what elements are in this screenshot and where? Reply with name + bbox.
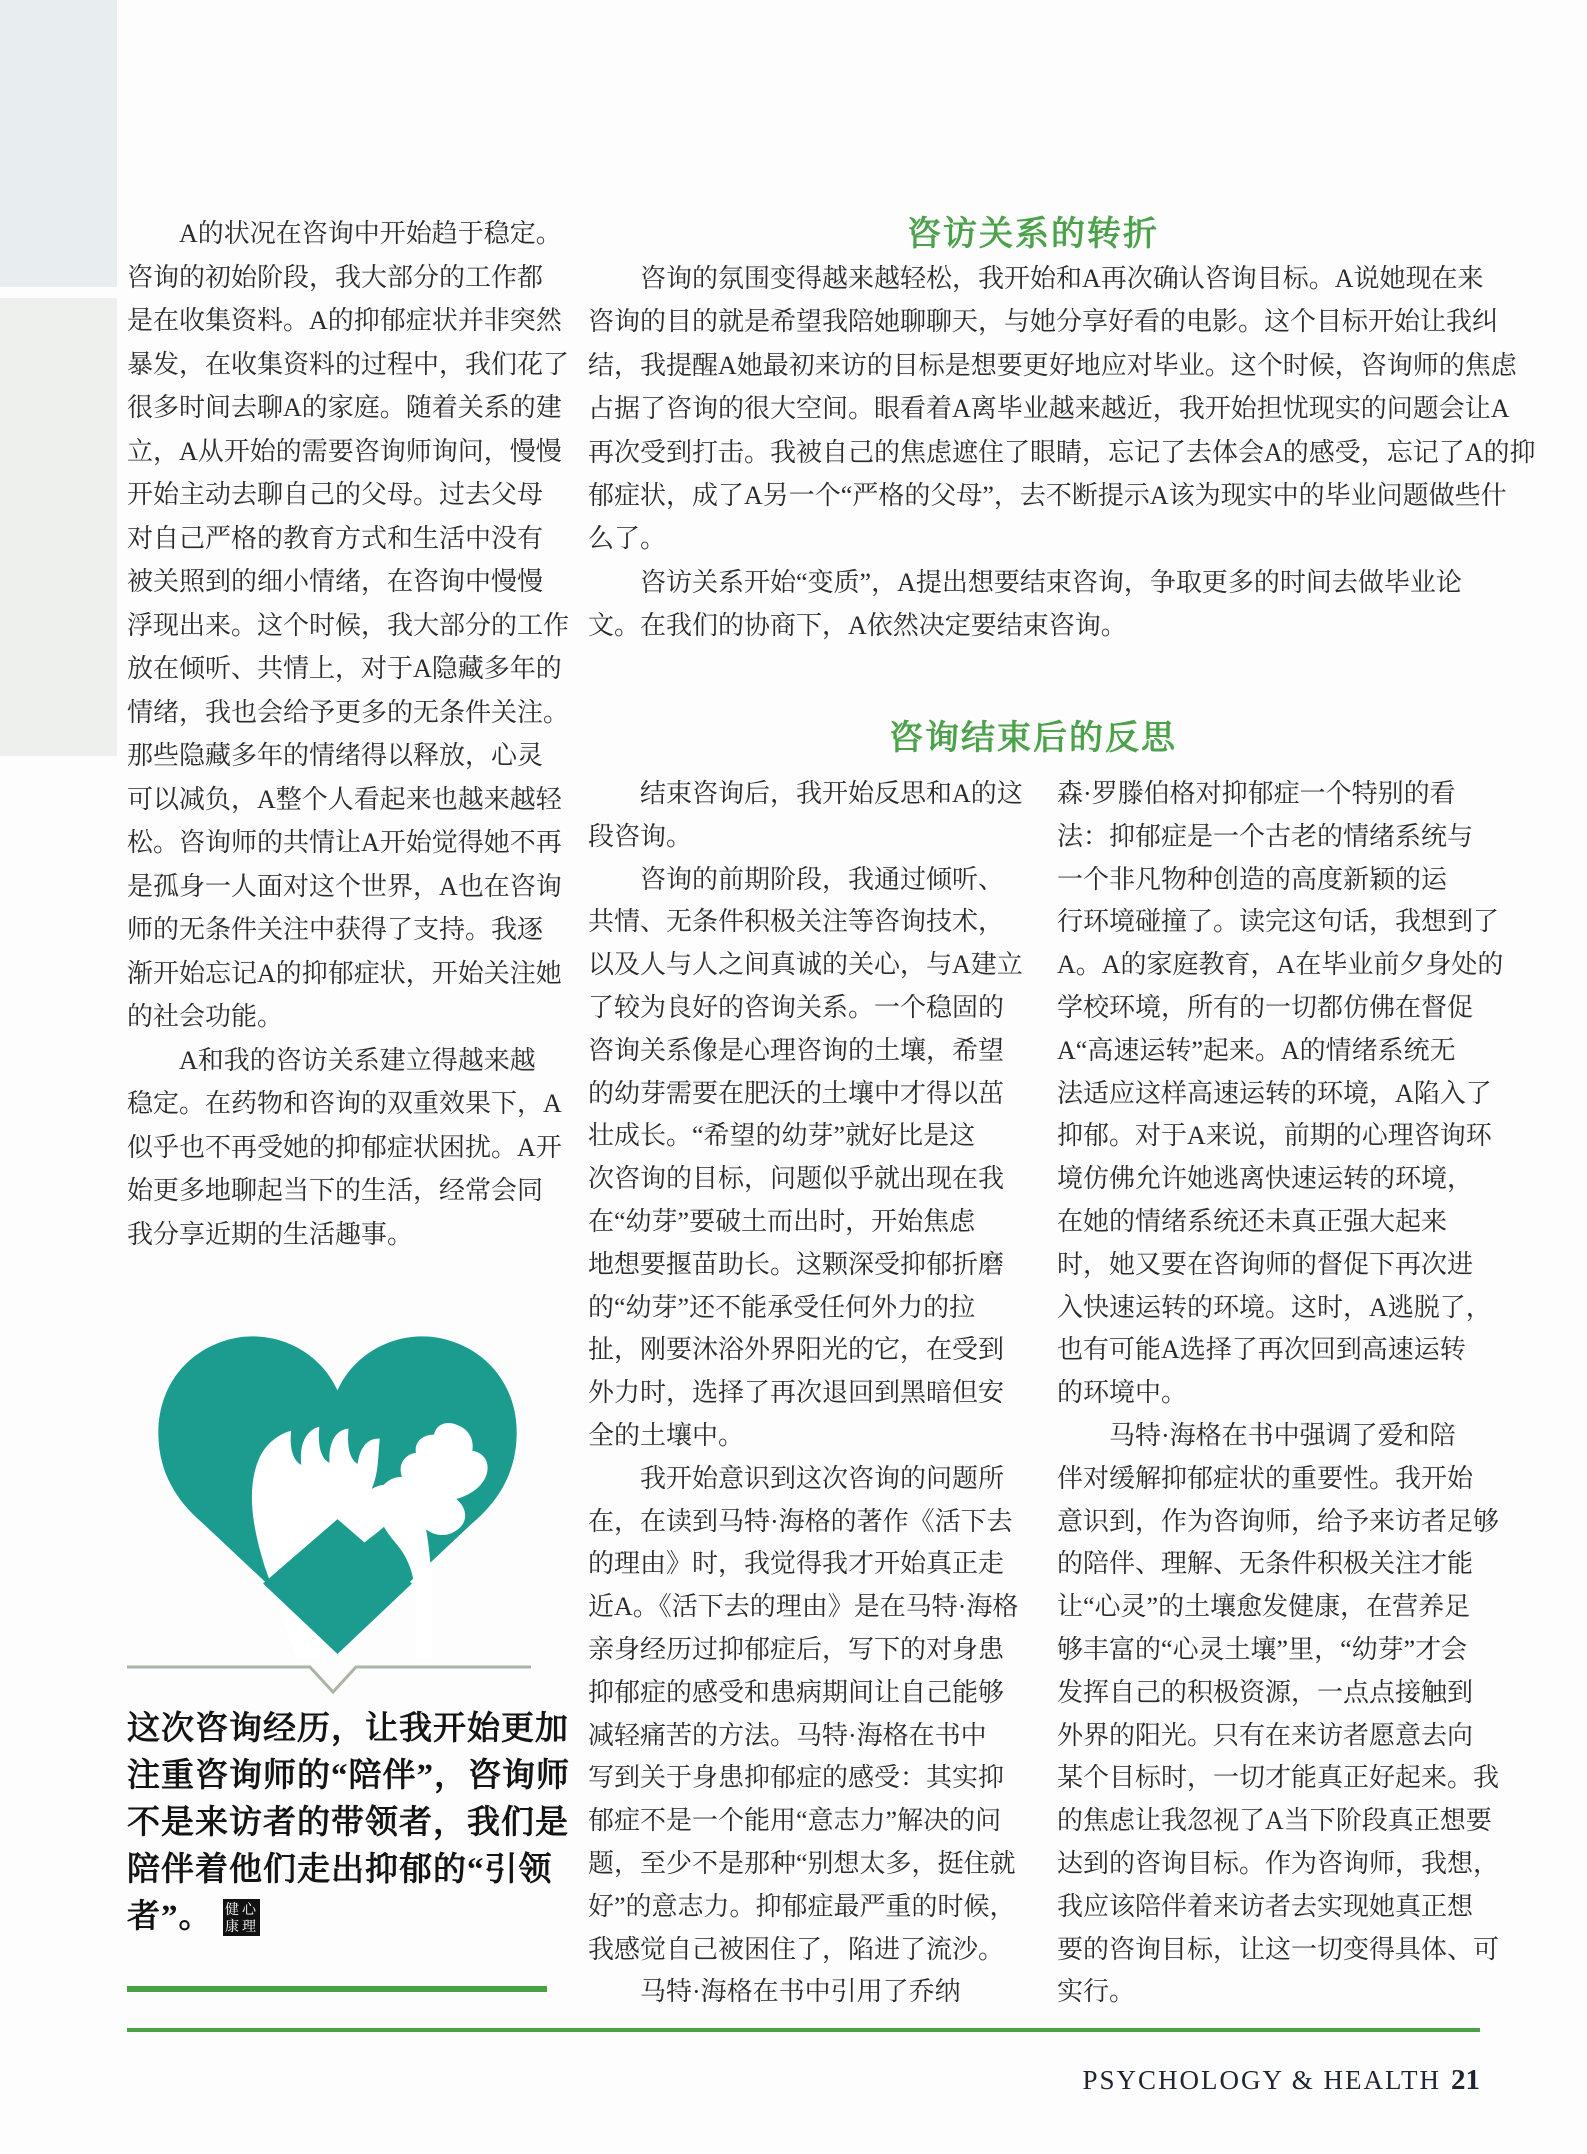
text-line: 立，A从开始的需要咨询师询问，慢慢 (127, 436, 562, 466)
text-line: 达到的咨询目标。作为咨询师，我想， (1057, 1848, 1500, 1878)
text-line: 咨询关系像是心理咨询的土壤，希望 (588, 1035, 1005, 1065)
text-line: 情绪，我也会给予更多的无条件关注。 (127, 697, 570, 727)
text-line: 咨询的目的就是希望我陪她聊聊天，与她分享好看的电影。这个目标开始让我纠 (588, 307, 1499, 337)
text-line: 让“心灵”的土壤愈发健康，在营养足 (1057, 1592, 1471, 1622)
text-line: 的幼芽需要在肥沃的土壤中才得以茁 (588, 1078, 1005, 1108)
text-line: 了较为良好的咨询关系。一个稳固的 (588, 992, 1005, 1022)
text-line: 次咨询的目标，问题似乎就出现在我 (588, 1164, 1005, 1194)
text-line: 行环境碰撞了。读完这句话，我想到了 (1057, 907, 1500, 937)
text-line: 被关照到的细小情绪，在咨询中慢慢 (127, 567, 544, 596)
text-line: 咨询的初始阶段，我大部分的工作都 (127, 262, 544, 292)
seal-char: 理 (242, 1918, 257, 1934)
text-line: 发挥自己的积极资源，一点点接触到 (1057, 1677, 1474, 1707)
text-line: 师的无条件关注中获得了支持。我逐 (127, 915, 544, 944)
text-line: 浮现出来。这个时候，我大部分的工作 (127, 610, 570, 640)
text-line: 写到关于身患抑郁症的感受：其实抑 (588, 1763, 1005, 1793)
text-line: 以及人与人之间真诚的关心，与A建立 (588, 950, 1023, 980)
text-line: 外界的阳光。只有在来访者愿意去向 (1057, 1720, 1474, 1750)
text-line: 那些隐藏多年的情绪得以释放，心灵 (127, 741, 544, 770)
pull-quote (127, 1706, 570, 1941)
page-number: 21 (1451, 2064, 1480, 2096)
text-line: 减轻痛苦的方法。马特·海格在书中 (588, 1720, 987, 1750)
section1-body-column (588, 257, 1536, 648)
text-line: 境仿佛允许她逃离快速运转的环境， (1057, 1164, 1474, 1194)
text-line: 马特·海格在书中强调了爱和陪 (1057, 1420, 1456, 1450)
text-line: 松。咨询师的共情让A开始觉得她不再 (127, 828, 562, 857)
text-line: 我应该陪伴着来访者去实现她真正想 (1057, 1891, 1474, 1921)
text-line: A“高速运转”起来。A的情绪系统无 (1057, 1035, 1456, 1065)
magazine-title: PSYCHOLOGY & HEALTH (1082, 2065, 1441, 2095)
text-line: 外力时，选择了再次退回到黑暗但安 (588, 1378, 1005, 1408)
pull-quote-last-line (127, 1894, 555, 1941)
text-line: 我分享近期的生活趣事。 (127, 1219, 414, 1249)
text-line: 文。在我们的协商下，A依然决定要结束咨询。 (588, 611, 1127, 641)
text-line: 近A。《活下去的理由》是在马特·海格 (588, 1592, 1019, 1622)
text-line: 稳定。在药物和咨询的双重效果下，A (127, 1089, 562, 1118)
text-line: 的社会功能。 (127, 1002, 284, 1031)
text-line: 扯，刚要沐浴外界阳光的它，在受到 (588, 1335, 1005, 1365)
text-line: 共情、无条件积极关注等咨询技术， (588, 907, 1005, 937)
text-line: 的焦虑让我忽视了A当下阶段真正想要 (1057, 1806, 1492, 1836)
text-line: 似乎也不再受她的抑郁症状困扰。A开 (127, 1132, 562, 1162)
text-line: 我开始意识到这次咨询的问题所 (588, 1463, 1005, 1493)
text-line: 马特·海格在书中引用了乔纳 (588, 1977, 961, 2007)
text-line: 学校环境，所有的一切都仿佛在督促 (1057, 992, 1474, 1022)
text-line: 这次咨询经历，让我开始更加 (127, 1711, 569, 1747)
text-line: 题，至少不是那种“别想太多，挺住就 (588, 1848, 1016, 1878)
text-line: 实行。 (1057, 1977, 1136, 2007)
text-line: 的陪伴、理解、无条件积极关注才能 (1057, 1549, 1474, 1579)
text-line: 是在收集资料。A的抑郁症状并非突然 (127, 306, 562, 335)
footer-rule (127, 2028, 1480, 2032)
page-edge-decoration-top (0, 0, 117, 287)
page-footer (900, 2064, 1480, 2097)
pull-quote-text: 者”。 (127, 1899, 213, 1935)
text-line: 够丰富的“心灵土壤”里，“幼芽”才会 (1057, 1634, 1468, 1664)
text-line: 放在倾听、共情上，对于A隐藏多年的 (127, 654, 562, 683)
text-line: 对自己严格的教育方式和生活中没有 (127, 523, 544, 553)
text-line: A和我的咨访关系建立得越来越 (127, 1045, 536, 1075)
text-line: 地想要揠苗助长。这颗深受抑郁折磨 (588, 1249, 1005, 1279)
text-line: 再次受到打击。我被自己的焦虑遮住了眼睛，忘记了去体会A的感受，忘记了A的抑 (588, 437, 1536, 467)
text-line: 也有可能A选择了再次回到高速运转 (1057, 1335, 1466, 1365)
text-line: 法：抑郁症是一个古老的情绪系统与 (1057, 821, 1474, 851)
seal-char: 心 (242, 1901, 257, 1917)
text-line: 结，我提醒A她最初来访的目标是想要更好地应对毕业。这个时候，咨询师的焦虑 (588, 350, 1517, 380)
text-line: 森·罗滕伯格对抑郁症一个特别的看 (1057, 779, 1456, 808)
text-line: 陪伴着他们走出抑郁的“引领 (127, 1852, 553, 1888)
text-line: 抑郁症的感受和患病期间让自己能够 (588, 1677, 1005, 1707)
text-line: 占据了咨询的很大空间。眼看着A离毕业越来越近，我开始担忧现实的问题会让A (588, 394, 1510, 424)
text-line: 壮成长。“希望的幼芽”就好比是这 (588, 1121, 976, 1151)
text-line: 时，她又要在咨询师的督促下再次进 (1057, 1249, 1474, 1279)
text-line: 结束咨询后，我开始反思和A的这 (588, 779, 1023, 808)
text-line: 要的咨询目标，让这一切变得具体、可 (1057, 1934, 1500, 1964)
pinky-promise-heart-illustration (145, 1326, 530, 1658)
text-line: 的“幼芽”还不能承受任何外力的拉 (588, 1292, 976, 1322)
text-line: A。A的家庭教育，A在毕业前夕身处的 (1057, 950, 1504, 980)
text-line: 注重咨询师的“陪伴”，咨询师 (127, 1758, 570, 1794)
text-line: 在，在读到马特·海格的著作《活下去 (588, 1506, 1013, 1536)
text-line: 么了。 (588, 524, 667, 554)
text-line: 是孤身一人面对这个世界，A也在咨询 (127, 871, 562, 901)
text-line: 暴发，在收集资料的过程中，我们花了 (127, 349, 570, 379)
section-heading-reflection: 咨询结束后的反思 (889, 719, 1177, 757)
text-line: 在她的情绪系统还未真正强大起来 (1057, 1206, 1448, 1236)
text-line: 不是来访者的带领者，我们是 (127, 1805, 569, 1841)
text-line: 我感觉自己被困住了，陷进了流沙。 (588, 1934, 1005, 1964)
text-line: 全的土壤中。 (588, 1420, 745, 1450)
text-line: 好”的意志力。抑郁症最严重的时候， (588, 1891, 1016, 1921)
text-line: 渐开始忘记A的抑郁症状，开始关注她 (127, 958, 562, 988)
article-left-column (127, 212, 570, 1256)
text-line: 入快速运转的环境。这时，A逃脱了， (1057, 1292, 1492, 1322)
section2-middle-column (588, 773, 1023, 2014)
text-line: 始更多地聊起当下的生活，经常会同 (127, 1176, 544, 1205)
text-line: 法适应这样高速运转的环境，A陷入了 (1057, 1078, 1492, 1108)
seal-char: 康 (225, 1918, 240, 1934)
section-heading-relationship-turn: 咨访关系的转折 (907, 215, 1159, 253)
text-line: 一个非凡物种创造的高度新颖的运 (1057, 864, 1448, 894)
text-line: A的状况在咨询中开始趋于稳定。 (127, 219, 562, 248)
text-line: 咨访关系开始“变质”，A提出想要结束咨询，争取更多的时间去做毕业论 (588, 567, 1462, 597)
text-line: 咨询的氛围变得越来越轻松，我开始和A再次确认咨询目标。A说她现在来 (588, 264, 1484, 293)
text-line: 开始主动去聊自己的父母。过去父母 (127, 480, 544, 509)
text-line: 亲身经历过抑郁症后，写下的对身患 (588, 1634, 1005, 1664)
text-line: 段咨询。 (588, 821, 693, 851)
text-line: 抑郁。对于A来说，前期的心理咨询环 (1057, 1121, 1492, 1151)
text-line: 的理由》时，我觉得我才开始真正走 (588, 1549, 1005, 1579)
text-line: 郁症状，成了A另一个“严格的父母”，去不断提示A该为现实中的毕业问题做些什 (588, 481, 1507, 511)
text-line: 意识到，作为咨询师，给予来访者足够 (1057, 1506, 1500, 1536)
text-line: 在“幼芽”要破土而出时，开始焦虑 (588, 1206, 976, 1236)
text-line: 咨询的前期阶段，我通过倾听、 (588, 864, 1005, 894)
text-line: 伴对缓解抑郁症状的重要性。我开始 (1057, 1463, 1474, 1493)
end-of-article-seal (223, 1899, 260, 1936)
text-line: 某个目标时，一切才能真正好起来。我 (1057, 1763, 1500, 1793)
text-line: 郁症不是一个能用“意志力”解决的问 (588, 1806, 1002, 1836)
page-edge-decoration-middle (0, 298, 117, 756)
text-line: 可以减负，A整个人看起来也越来越轻 (127, 784, 562, 814)
pull-quote-underline-rule (127, 1986, 547, 1992)
text-line: 很多时间去聊A的家庭。随着关系的建 (127, 393, 562, 422)
section2-right-column (1057, 773, 1504, 2014)
seal-char: 健 (225, 1901, 240, 1917)
text-line: 的环境中。 (1057, 1378, 1188, 1408)
notched-divider-line (127, 1658, 531, 1700)
